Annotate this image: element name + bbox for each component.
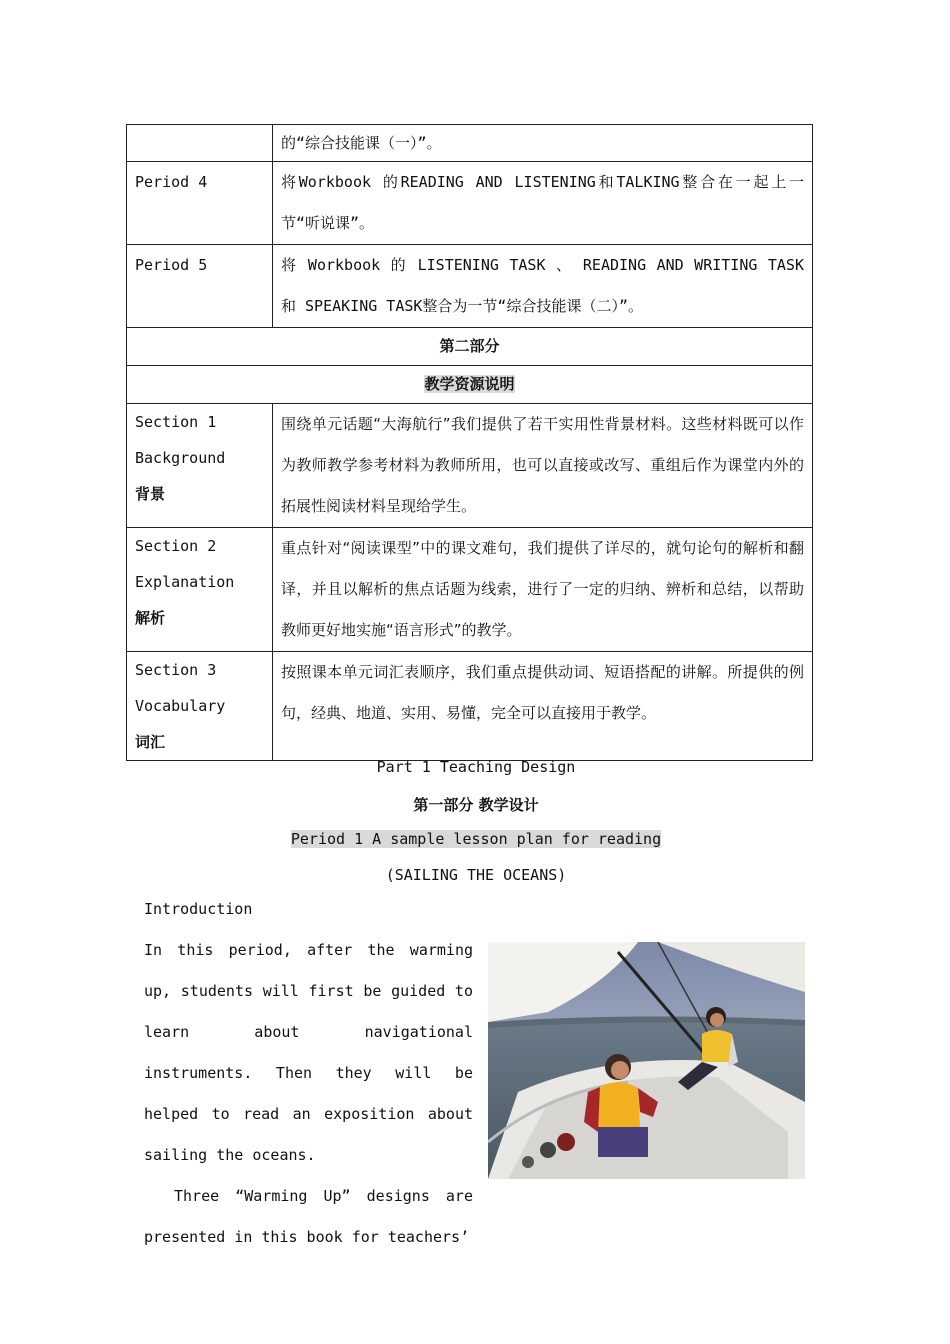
table-row [127,125,813,162]
period-label: Period 5 [127,245,273,328]
section-label: Section 3 Vocabulary 词汇 [127,652,273,761]
intro-paragraph: Three “Warming Up” designs are presented in this book for teachers’ [144,1187,473,1246]
resources-heading: 教学资源说明 [424,375,515,393]
table-row [127,162,813,245]
table-row [127,366,813,404]
part1-heading: Part 1 Teaching Design [376,758,576,776]
row-text: 的“综合技能课（一）”。 [273,125,813,162]
sailboat-image [488,942,805,1179]
table-row [127,245,813,328]
period-description: 将Workbook 的READING AND LISTENING和TALKING整合在一起上一节“听说课”。 [273,162,813,245]
section-description: 重点针对“阅读课型”中的课文难句，我们提供了详尽的，就句论句的解析和翻译，并且以解析的焦点话题为线索，进行了一定的归纳、辨析和总结，以帮助教师更好地实施“语言形式”的教学。 [273,528,813,652]
section-label: Section 2 Explanation 解析 [127,528,273,652]
table-row [127,528,813,652]
section-description: 按照课本单元词汇表顺序，我们重点提供动词、短语搭配的讲解。所提供的例句，经典、地道、实用、易懂，完全可以直接用于教学。 [273,652,813,761]
period1-heading: Period 1 A sample lesson plan for reading [290,830,662,848]
section-label: Section 1 Background 背景 [127,404,273,528]
table-row [127,652,813,761]
section-description: 围绕单元话题“大海航行”我们提供了若干实用性背景材料。这些材料既可以作为教师教学参考材料为教师所用，也可以直接或改写、重组后作为课堂内外的拓展性阅读材料呈现给学生。 [273,404,813,528]
intro-body [144,930,473,1258]
table-row [127,404,813,528]
part2-heading: 第二部分 [127,328,813,366]
introduction-title: Introduction [144,900,253,918]
sailing-heading: (SAILING THE OCEANS) [385,866,567,884]
intro-paragraph: In this period, after the warming up, students will first be guided to learn about navigational instruments. Then they will be helped to read an exposition about sailing the oceans. [144,941,473,1164]
period-description: 将 Workbook 的 LISTENING TASK 、 READING AND WRITING TASK 和 SPEAKING TASK整合为一节“综合技能课（二）”。 [273,245,813,328]
part1-cn-heading: 第一部分 教学设计 [413,796,539,814]
period-label: Period 4 [127,162,273,245]
sailing-photo [488,942,805,1179]
table-row [127,328,813,366]
lesson-table [126,124,813,761]
